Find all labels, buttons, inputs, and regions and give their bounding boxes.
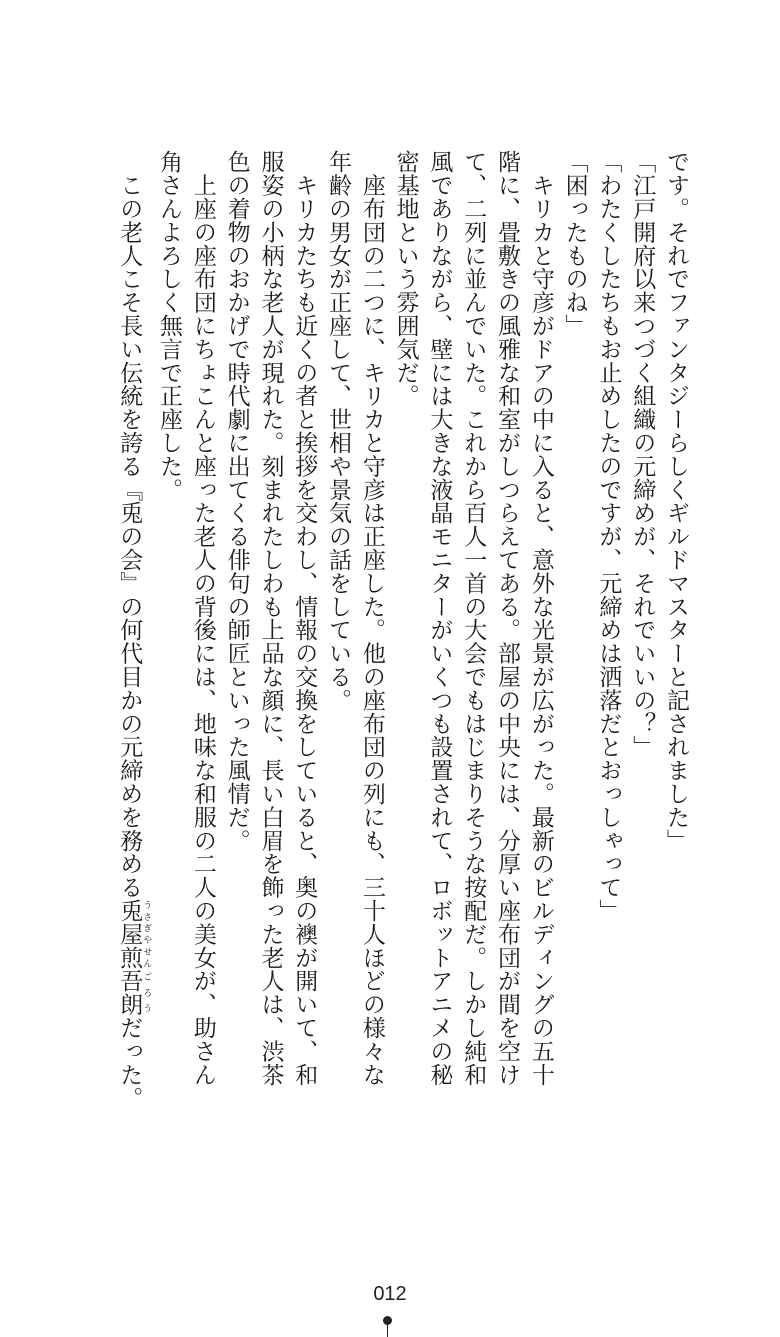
text-line: て、二列に並んでいた。これから百人一首の大会でもはじまりそうな按配だ。しかし純和 xyxy=(460,150,487,1086)
ruby-name xyxy=(116,969,152,1016)
ruby-reading: ごろう xyxy=(141,969,152,1016)
text-line: 「江戸開府以来つづく組織の元締めが、それでいいの？」 xyxy=(629,150,656,759)
text-line: 年齢の男女が正座して、世相や景気の話をしている。 xyxy=(325,150,352,712)
text-line: 「困ったものね」 xyxy=(561,150,588,338)
text-line: 服姿の小柄な老人が現れた。刻まれたしわも上品な顔に、長い白眉を飾った老人は、渋茶 xyxy=(257,150,284,1086)
text-segment: だった。 xyxy=(116,1015,143,1110)
ruby-name xyxy=(116,945,152,970)
text-line-last xyxy=(111,150,151,1110)
text-line: です。それでファンタジーらしくギルドマスターと記されました」 xyxy=(663,150,689,852)
text-line: 風でありながら、壁には大きな液晶モニターがいくつも設置されて、ロボットアニメの秘 xyxy=(426,150,453,1086)
text-line: キリカたちも近くの者と挨拶を交わし、情報の交換をしていると、奥の襖が開いて、和 xyxy=(291,150,318,1086)
text-line: 階に、畳敷きの風雅な和室がしつらえてある。部屋の中央には、分厚い座布団が間を空け xyxy=(494,150,521,1086)
ornament-line xyxy=(387,1324,388,1337)
text-line: 座布団の二つに、キリカと守彦は正座した。他の座布団の列にも、三十人ほどの様々な xyxy=(358,150,385,1086)
text-line: 密基地という雰囲気だ。 xyxy=(392,150,419,408)
text-line: 角さんよろしく無言で正座した。 xyxy=(156,150,183,501)
ruby-base: 煎 xyxy=(116,945,143,970)
ruby-name xyxy=(116,898,152,946)
text-line: キリカと守彦がドアの中に入ると、意外な光景が広がった。最新のビルディングの五十 xyxy=(527,150,554,1086)
text-segment: この老人こそ長い伝統を誇る『兎の会』の何代目かの元締めを務める xyxy=(116,150,143,899)
text-line: 「わたくしたちもお止めしたのですが、元締めは洒落だとおっしゃって」 xyxy=(595,150,622,923)
text-line: 上座の座布団にちょこんと座った老人の背後には、地味な和服の二人の美女が、助さん xyxy=(189,150,216,1086)
ruby-base: 兎屋 xyxy=(116,898,143,946)
ruby-reading: せん xyxy=(141,945,152,970)
ruby-base: 吾朗 xyxy=(116,969,143,1016)
text-line: 色の着物のおかげで時代劇に出てくる俳句の師匠といった風情だ。 xyxy=(223,150,250,852)
ruby-reading: うさぎや xyxy=(141,898,152,946)
page-number: 012 xyxy=(373,1283,407,1305)
body-text xyxy=(116,150,692,1110)
